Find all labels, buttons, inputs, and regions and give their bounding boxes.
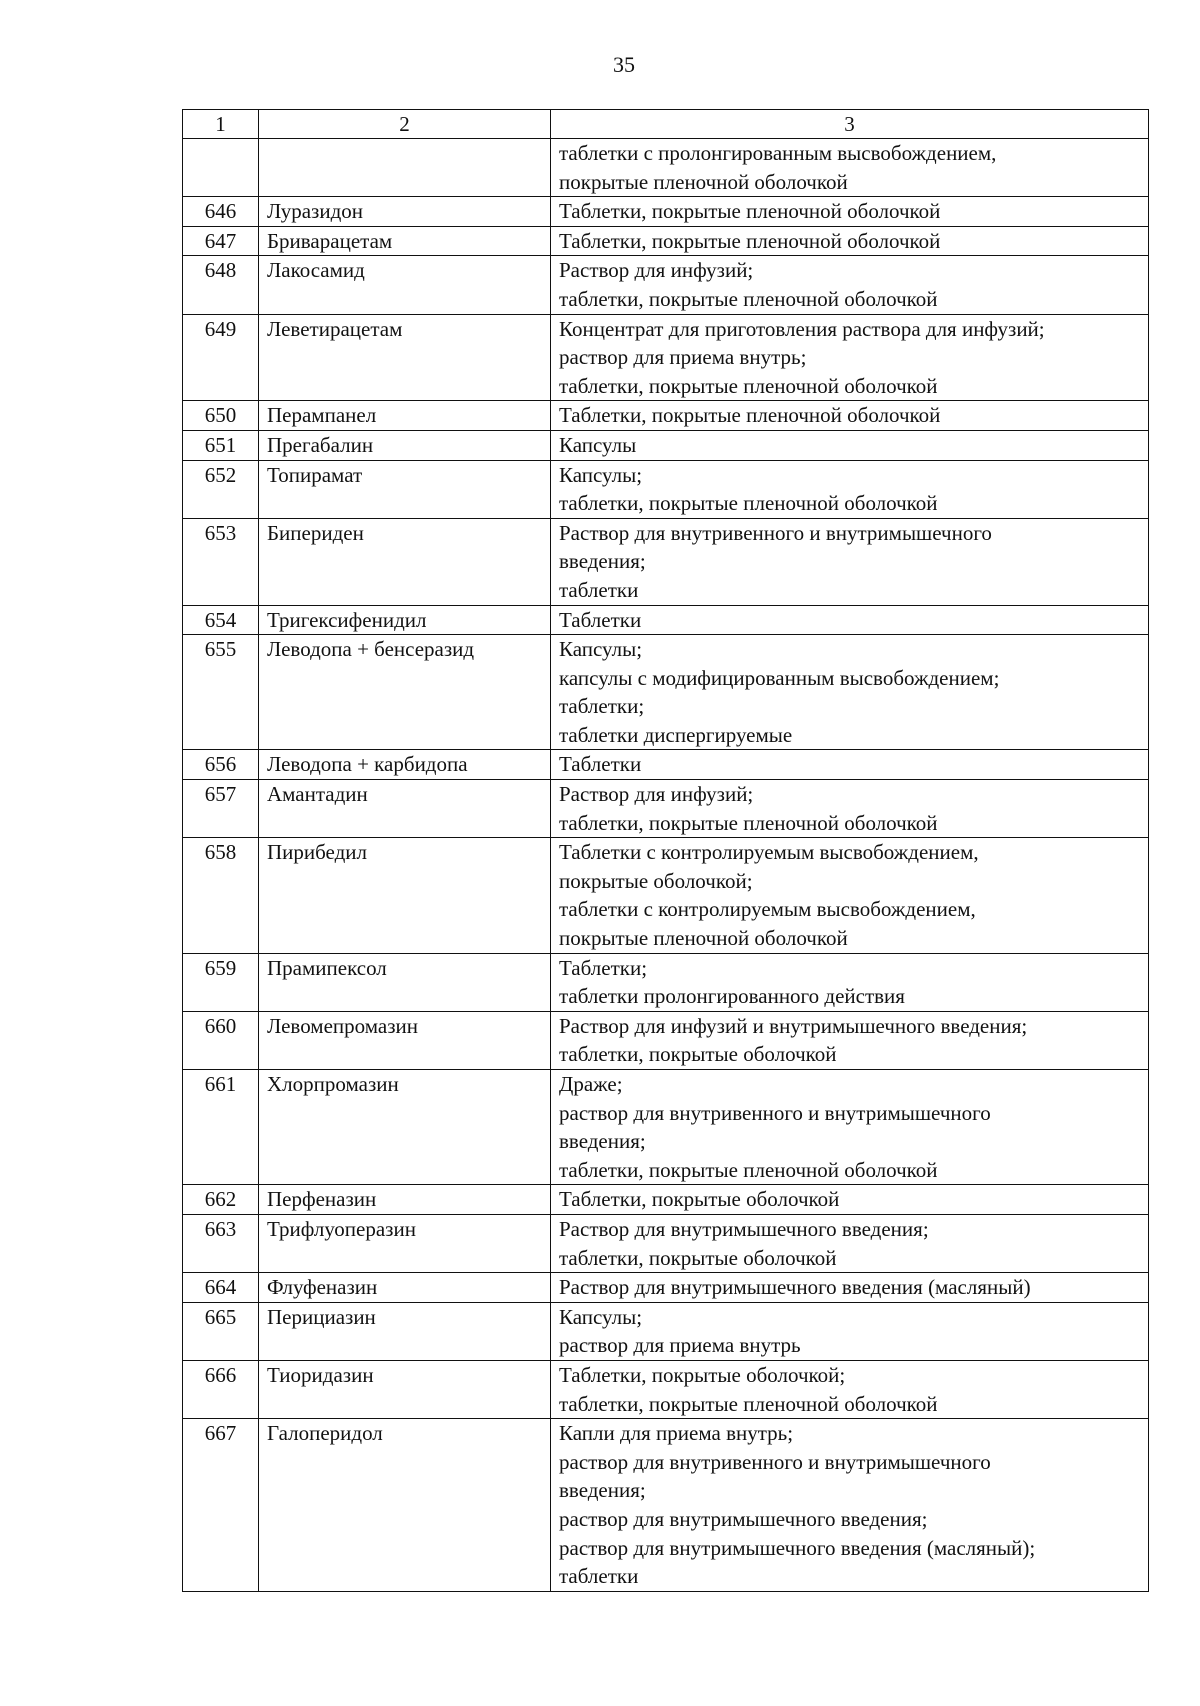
dosage-form-line: Таблетки <box>559 752 642 777</box>
dosage-forms <box>551 1011 1149 1069</box>
header-row <box>183 110 1149 139</box>
dosage-form-line: Таблетки, покрытые оболочкой <box>559 1187 840 1212</box>
table-row <box>183 1273 1149 1303</box>
table-row <box>183 1011 1149 1069</box>
drug-name: Перициазин <box>259 1302 551 1360</box>
dosage-form-line: таблетки, покрытые пленочной оболочкой <box>559 491 938 516</box>
table-row <box>183 1419 1149 1592</box>
dosage-forms <box>551 314 1149 401</box>
dosage-forms <box>551 1360 1149 1418</box>
dosage-forms <box>551 605 1149 635</box>
dosage-form-line: Раствор для внутримышечного введения (масляный) <box>559 1275 1031 1300</box>
table-row <box>183 1185 1149 1215</box>
dosage-forms <box>551 518 1149 605</box>
row-number: 655 <box>183 635 259 750</box>
row-number: 648 <box>183 256 259 314</box>
table-row <box>183 460 1149 518</box>
dosage-form-line: Раствор для внутривенного и внутримышечного <box>559 520 992 545</box>
dosage-forms <box>551 401 1149 431</box>
table-row <box>183 780 1149 838</box>
dosage-form-line: Таблетки с контролируемым высвобождением, <box>559 840 979 865</box>
drug-name: Флуфеназин <box>259 1273 551 1303</box>
dosage-forms <box>551 1185 1149 1215</box>
dosage-form-line: Таблетки, покрытые пленочной оболочкой <box>559 199 941 224</box>
dosage-form-line: таблетки с контролируемым высвобождением, <box>559 897 976 922</box>
dosage-forms <box>551 635 1149 750</box>
row-number: 660 <box>183 1011 259 1069</box>
row-number: 663 <box>183 1214 259 1272</box>
row-number: 652 <box>183 460 259 518</box>
drug-name: Луразидон <box>259 197 551 227</box>
row-number: 650 <box>183 401 259 431</box>
dosage-form-line: введения; <box>559 549 646 574</box>
dosage-forms <box>551 1070 1149 1185</box>
drug-name: Перампанел <box>259 401 551 431</box>
dosage-form-line: таблетки пролонгированного действия <box>559 984 905 1009</box>
dosage-form-line: таблетки <box>559 1564 639 1589</box>
dosage-form-line: капсулы с модифицированным высвобождением; <box>559 665 1000 690</box>
table-row <box>183 197 1149 227</box>
dosage-form-line: покрытые оболочкой; <box>559 868 753 893</box>
row-number: 647 <box>183 226 259 256</box>
dosage-form-line: Раствор для инфузий и внутримышечного введения; <box>559 1013 1028 1038</box>
dosage-form-line: таблетки, покрытые пленочной оболочкой <box>559 810 938 835</box>
dosage-form-line: таблетки с пролонгированным высвобождением, <box>559 141 997 165</box>
dosage-forms <box>551 256 1149 314</box>
row-number: 653 <box>183 518 259 605</box>
drug-name: Трифлуоперазин <box>259 1214 551 1272</box>
dosage-form-line: Таблетки, покрытые пленочной оболочкой <box>559 228 941 253</box>
dosage-forms <box>551 838 1149 953</box>
dosage-forms <box>551 780 1149 838</box>
dosage-form-line: Капсулы; <box>559 1304 643 1329</box>
table-row <box>183 139 1149 197</box>
dosage-form-line: Драже; <box>559 1072 623 1096</box>
row-number: 667 <box>183 1419 259 1592</box>
dosage-forms <box>551 1273 1149 1303</box>
drug-name <box>259 139 551 197</box>
dosage-form-line: Таблетки, покрытые оболочкой; <box>559 1362 846 1387</box>
drug-name: Хлорпромазин <box>259 1070 551 1185</box>
dosage-form-line: Раствор для инфузий; <box>559 258 754 283</box>
dosage-form-line: введения; <box>559 1478 646 1503</box>
dosage-forms <box>551 430 1149 460</box>
dosage-form-line: таблетки, покрытые пленочной оболочкой <box>559 1391 938 1416</box>
dosage-form-line: Раствор для внутримышечного введения; <box>559 1216 929 1241</box>
dosage-forms <box>551 750 1149 780</box>
header-col-2: 2 <box>259 110 551 139</box>
dosage-form-line: Таблетки <box>559 607 642 632</box>
dosage-forms <box>551 1419 1149 1592</box>
header-col-3: 3 <box>551 110 1149 139</box>
drug-name: Бипериден <box>259 518 551 605</box>
dosage-form-line: Капсулы; <box>559 637 643 662</box>
table-row <box>183 605 1149 635</box>
drug-name: Леводопа + карбидопа <box>259 750 551 780</box>
table-row <box>183 430 1149 460</box>
drug-name: Пирибедил <box>259 838 551 953</box>
dosage-form-line: покрытые пленочной оболочкой <box>559 926 848 951</box>
drug-name: Леветирацетам <box>259 314 551 401</box>
dosage-form-line: Концентрат для приготовления раствора для инфузий; <box>559 316 1045 341</box>
dosage-form-line: раствор для приема внутрь; <box>559 345 807 370</box>
table-row <box>183 1360 1149 1418</box>
header-col-1: 1 <box>183 110 259 139</box>
drug-name: Левомепромазин <box>259 1011 551 1069</box>
table-row <box>183 1302 1149 1360</box>
dosage-form-line: раствор для внутривенного и внутримышечного <box>559 1100 991 1125</box>
row-number: 664 <box>183 1273 259 1303</box>
dosage-forms <box>551 139 1149 197</box>
row-number: 657 <box>183 780 259 838</box>
table-row <box>183 838 1149 953</box>
row-number: 649 <box>183 314 259 401</box>
drug-name: Тиоридазин <box>259 1360 551 1418</box>
dosage-forms <box>551 226 1149 256</box>
table-row <box>183 750 1149 780</box>
dosage-form-line: Капсулы; <box>559 462 643 487</box>
dosage-form-line: таблетки; <box>559 694 645 719</box>
dosage-form-line: раствор для внутримышечного введения (масляный); <box>559 1535 1036 1560</box>
drug-name: Перфеназин <box>259 1185 551 1215</box>
dosage-form-line: Таблетки; <box>559 955 648 980</box>
table-row <box>183 1070 1149 1185</box>
drug-name: Леводопа + бенсеразид <box>259 635 551 750</box>
drug-name: Прегабалин <box>259 430 551 460</box>
row-number: 651 <box>183 430 259 460</box>
drug-name: Бриварацетам <box>259 226 551 256</box>
dosage-form-line: раствор для внутримышечного введения; <box>559 1506 928 1531</box>
row-number <box>183 139 259 197</box>
table-row <box>183 314 1149 401</box>
drug-name: Тригексифенидил <box>259 605 551 635</box>
row-number: 662 <box>183 1185 259 1215</box>
dosage-forms <box>551 1214 1149 1272</box>
table-row <box>183 256 1149 314</box>
table-row <box>183 953 1149 1011</box>
dosage-form-line: раствор для приема внутрь <box>559 1333 801 1358</box>
dosage-form-line: Капли для приема внутрь; <box>559 1421 794 1446</box>
row-number: 665 <box>183 1302 259 1360</box>
table-body <box>183 139 1149 1592</box>
table-row <box>183 1214 1149 1272</box>
drug-name: Лакосамид <box>259 256 551 314</box>
table-row <box>183 518 1149 605</box>
dosage-form-line: введения; <box>559 1129 646 1154</box>
table-header <box>183 110 1149 139</box>
row-number: 654 <box>183 605 259 635</box>
medication-table <box>182 109 1149 1592</box>
dosage-form-line: Раствор для инфузий; <box>559 782 754 807</box>
table-row <box>183 226 1149 256</box>
dosage-form-line: раствор для внутривенного и внутримышечного <box>559 1449 991 1474</box>
row-number: 659 <box>183 953 259 1011</box>
dosage-form-line: Таблетки, покрытые пленочной оболочкой <box>559 403 941 428</box>
dosage-form-line: таблетки, покрытые пленочной оболочкой <box>559 373 938 398</box>
drug-name: Топирамат <box>259 460 551 518</box>
dosage-forms <box>551 460 1149 518</box>
dosage-form-line: Капсулы <box>559 432 637 457</box>
row-number: 661 <box>183 1070 259 1185</box>
row-number: 658 <box>183 838 259 953</box>
dosage-form-line: таблетки диспергируемые <box>559 722 793 747</box>
row-number: 646 <box>183 197 259 227</box>
page-number: 35 <box>613 52 635 77</box>
dosage-forms <box>551 1302 1149 1360</box>
table-row <box>183 401 1149 431</box>
drug-name: Амантадин <box>259 780 551 838</box>
row-number: 656 <box>183 750 259 780</box>
table-row <box>183 635 1149 750</box>
dosage-form-line: покрытые пленочной оболочкой <box>559 169 848 194</box>
row-number: 666 <box>183 1360 259 1418</box>
drug-name: Галоперидол <box>259 1419 551 1592</box>
dosage-form-line: таблетки, покрытые пленочной оболочкой <box>559 1157 938 1182</box>
dosage-form-line: таблетки, покрытые пленочной оболочкой <box>559 286 938 311</box>
dosage-form-line: таблетки <box>559 577 639 602</box>
dosage-form-line: таблетки, покрытые оболочкой <box>559 1042 837 1067</box>
dosage-form-line: таблетки, покрытые оболочкой <box>559 1245 837 1270</box>
dosage-forms <box>551 197 1149 227</box>
dosage-forms <box>551 953 1149 1011</box>
drug-name: Прамипексол <box>259 953 551 1011</box>
